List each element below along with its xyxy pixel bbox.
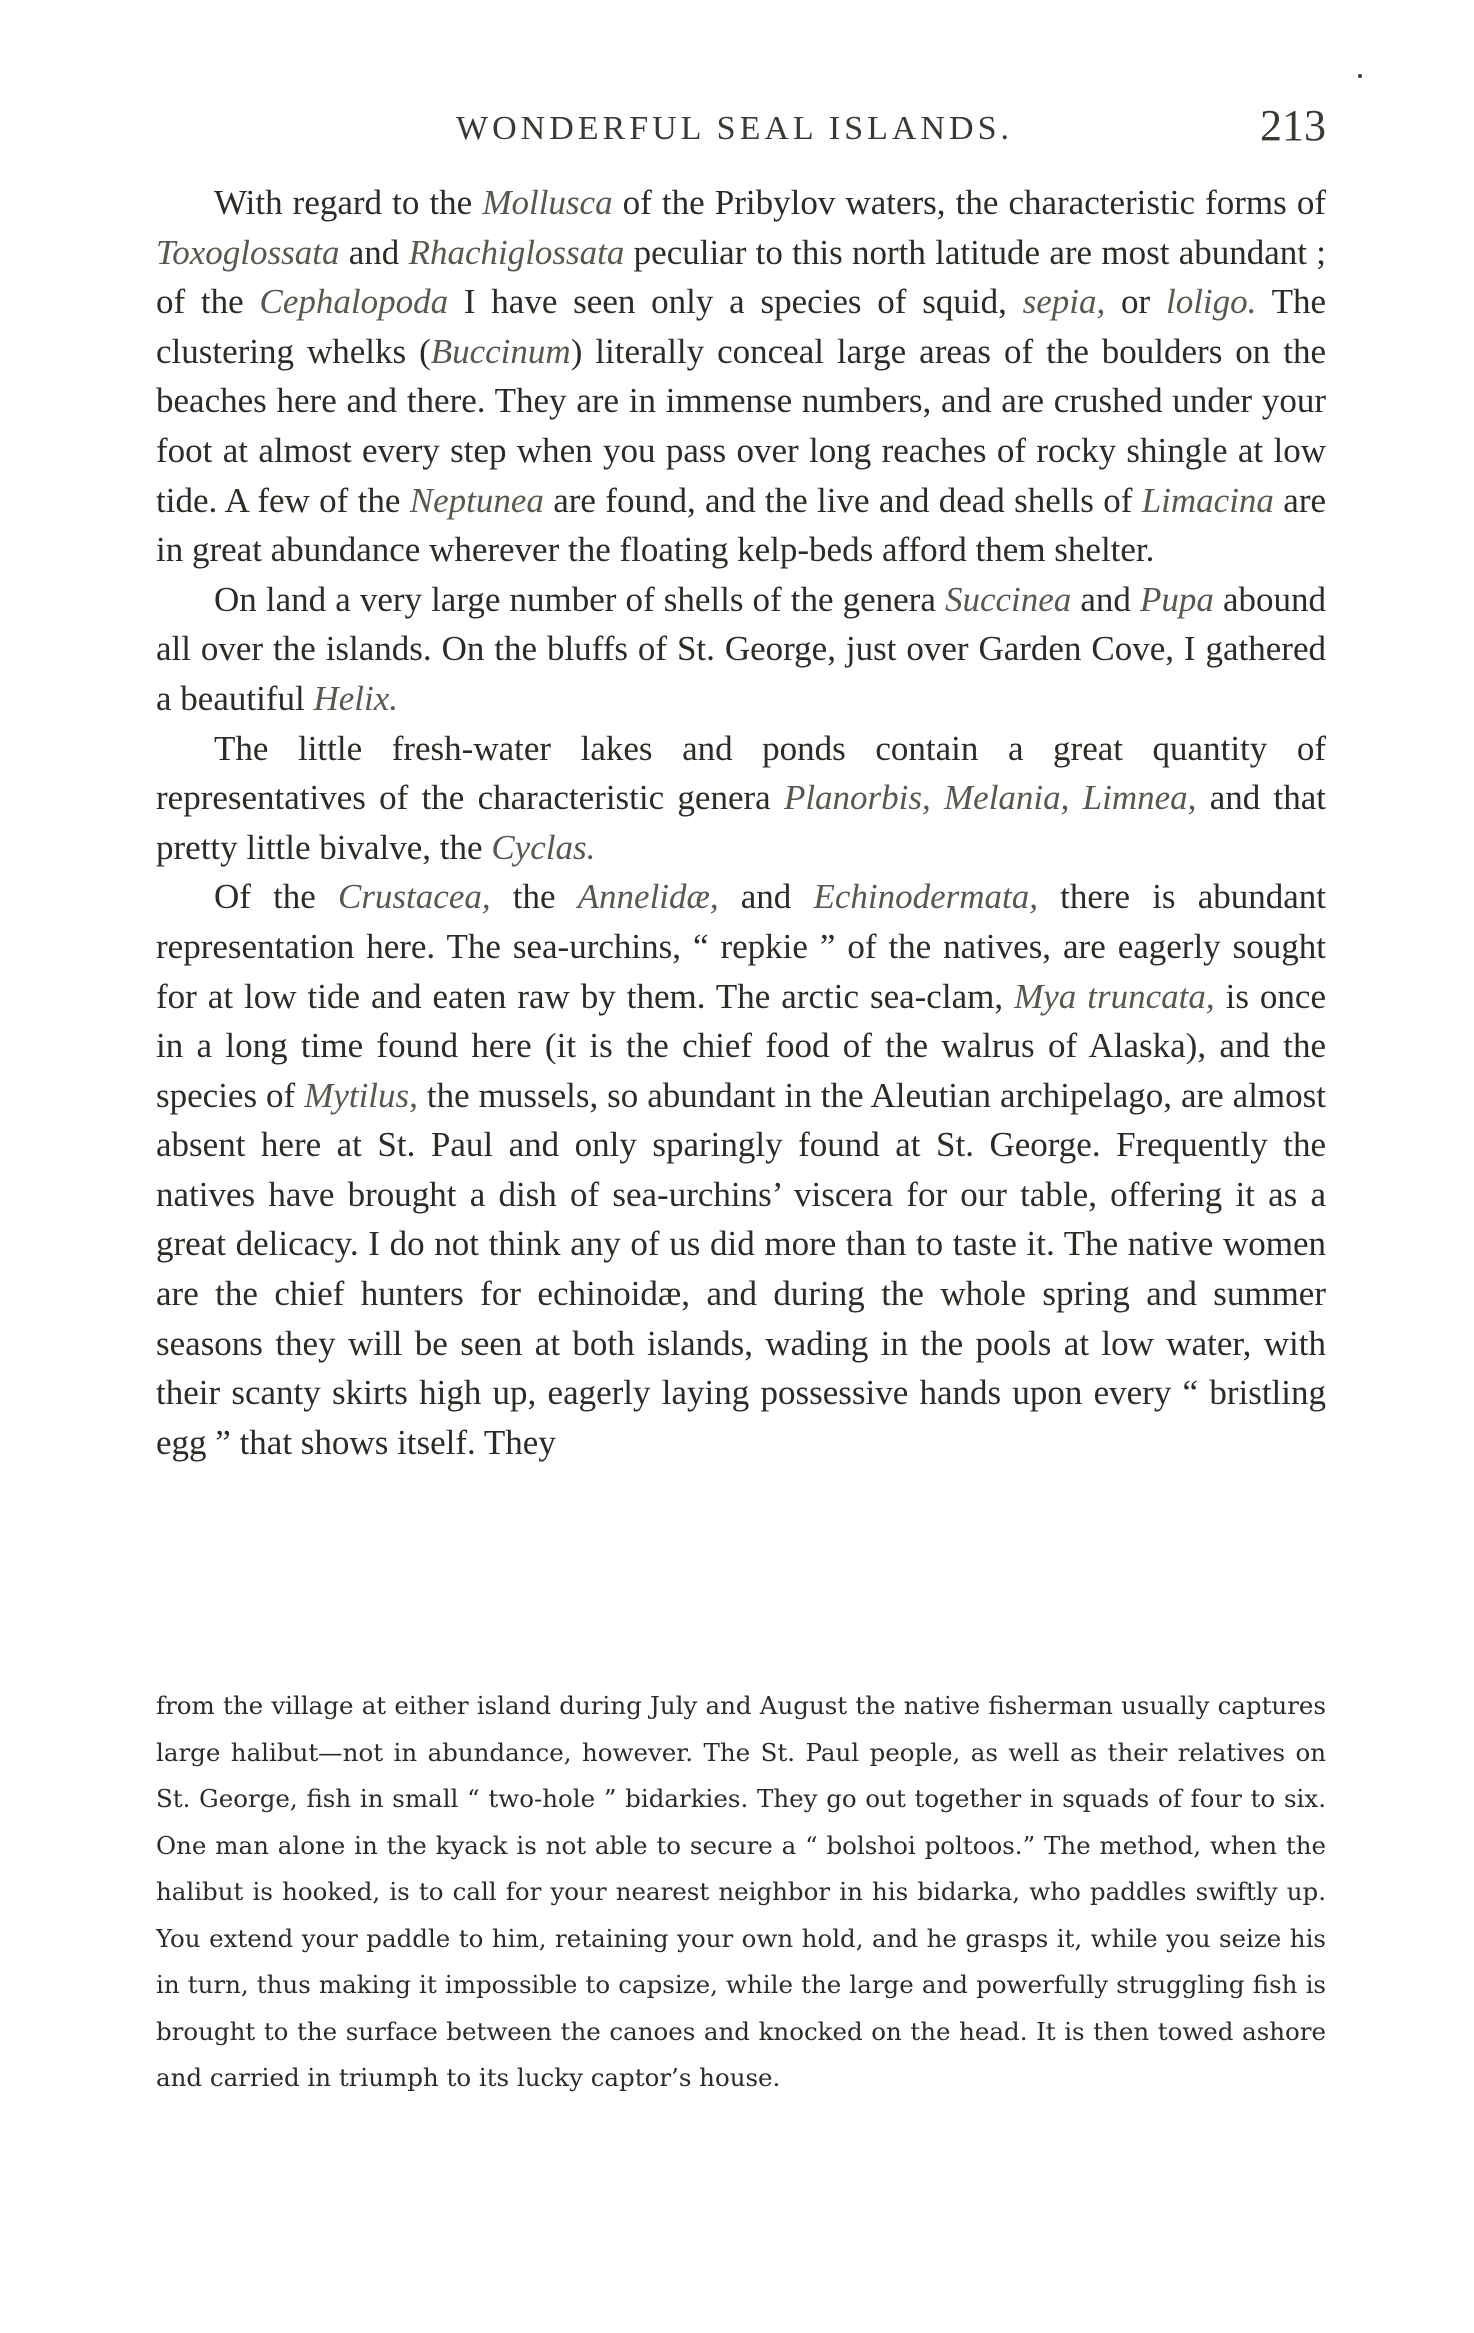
text-run: With regard to the — [214, 183, 483, 222]
italic-term: Rhachiglossata — [408, 232, 625, 272]
italic-term: Toxoglossata — [156, 232, 340, 272]
page-number: 213 — [1260, 101, 1326, 150]
text-run: The clustering whelks ( — [156, 282, 1326, 371]
paragraph-fresh-water — [156, 724, 1326, 873]
text-run: or — [1105, 282, 1166, 322]
text-run: ) literally conceal large areas of the boulders on the beaches here and there. They are in immense numbers, and are crushed under your foot at almost every step when you pass over long reaches of rocky shingle at low tide. A few of the — [156, 331, 1326, 520]
text-run: abound all over the islands. On the bluffs of St. George, just over Garden Cove, I gathered a beautiful — [156, 579, 1326, 718]
text-run: there is abundant representation here. The sea-urchins, “ repkie ” of the natives, are eagerly sought for at low tide and eaten raw by them. The arctic sea-clam, — [156, 877, 1326, 1016]
text-run: are found, and the live and dead shells of — [543, 480, 1142, 520]
page-header — [156, 98, 1326, 158]
paragraph-crustacea — [156, 872, 1326, 1467]
paragraph-land-shells — [156, 575, 1326, 724]
text-run: I have seen only a species of squid, — [448, 282, 1023, 322]
text-run: are in great abundance wherever the floating kelp-beds afford them shelter. — [156, 480, 1327, 570]
text-run: peculiar to this north latitude are most abundant ; of the — [156, 232, 1326, 322]
italic-term: Cyclas. — [491, 827, 596, 867]
text-run: the — [490, 877, 578, 917]
text-run: of the Pribylov waters, the characteristic forms of — [612, 183, 1326, 222]
text-run: and — [339, 232, 409, 272]
italic-term: Annelidæ, — [577, 877, 719, 917]
italic-term: Mya truncata, — [1014, 976, 1215, 1016]
italic-term: Neptunea — [409, 480, 544, 520]
italic-term: Mytilus, — [304, 1075, 418, 1115]
paragraph-mollusca — [156, 178, 1326, 575]
italic-term: Mollusca — [482, 183, 613, 222]
main-text — [156, 178, 1326, 1467]
text-run: and that pretty little bivalve, the — [156, 778, 1326, 867]
italic-term: Succinea — [944, 579, 1072, 619]
italic-term: Pupa — [1139, 579, 1214, 619]
printing-speck — [1358, 74, 1362, 78]
italic-term: Cephalopoda — [259, 282, 449, 322]
italic-term: Buccinum — [430, 331, 571, 371]
footnote-text: from the village at either island during July and August the native fisherman usually captures large halibut—not in abundance, however. The St. Paul people, as well as their relatives on St. George, fish in small “ two-hole ” bidarkies. They go out together in squads of four to six. One man alone in the kyack is not able to secure a “ bolshoi poltoos.” The method, when the halibut is hooked, is to call for your nearest neighbor in his bidarka, who paddles swiftly up. You extend your paddle to him, retaining your own hold, and he grasps it, while you seize his in turn, thus making it impossible to capsize, while the large and powerfully struggling fish is brought to the surface between the canoes and knocked on the head. It is then towed ashore and carried in triumph to its lucky captor’s house. — [156, 1691, 1326, 2092]
italic-term: Planorbis, Melania, Limnea, — [783, 778, 1197, 818]
text-run: The little fresh-water lakes and ponds contain a great quantity of representatives of the characteristic genera — [156, 728, 1326, 818]
running-title: WONDERFUL SEAL ISLANDS. — [456, 110, 1013, 147]
footnote — [156, 1683, 1326, 2102]
text-run: the mussels, so abundant in the Aleutian archipelago, are almost absent here at St. Paul and only sparingly found at St. George. Frequently the natives have brought a dish of sea-urchins’ viscera for our table, offering it as a great delicacy. I do not think any of us did more than to taste it. The native women are the chief hunters for echinoidæ, and during the whole spring and summer seasons they will be seen at both islands, wading in the pools at low water, with their scanty skirts high up, eagerly laying possessive hands upon every “ bristling egg ” that shows itself. They — [156, 1075, 1326, 1462]
text-run: and — [1071, 579, 1140, 619]
italic-term: Echinodermata, — [813, 877, 1038, 917]
italic-term: sepia, — [1022, 282, 1106, 322]
text-run: Of the — [214, 877, 338, 917]
text-run: is once in a long time found here (it is the chief food of the walrus of Alaska), and the species of — [156, 976, 1326, 1115]
text-run: and — [718, 877, 814, 917]
italic-term: loligo. — [1165, 282, 1257, 322]
text-run: On land a very large number of shells of the genera — [214, 579, 945, 619]
italic-term: Crustacea, — [337, 877, 491, 917]
italic-term: Helix. — [313, 678, 398, 718]
italic-term: Limacina — [1141, 480, 1274, 520]
